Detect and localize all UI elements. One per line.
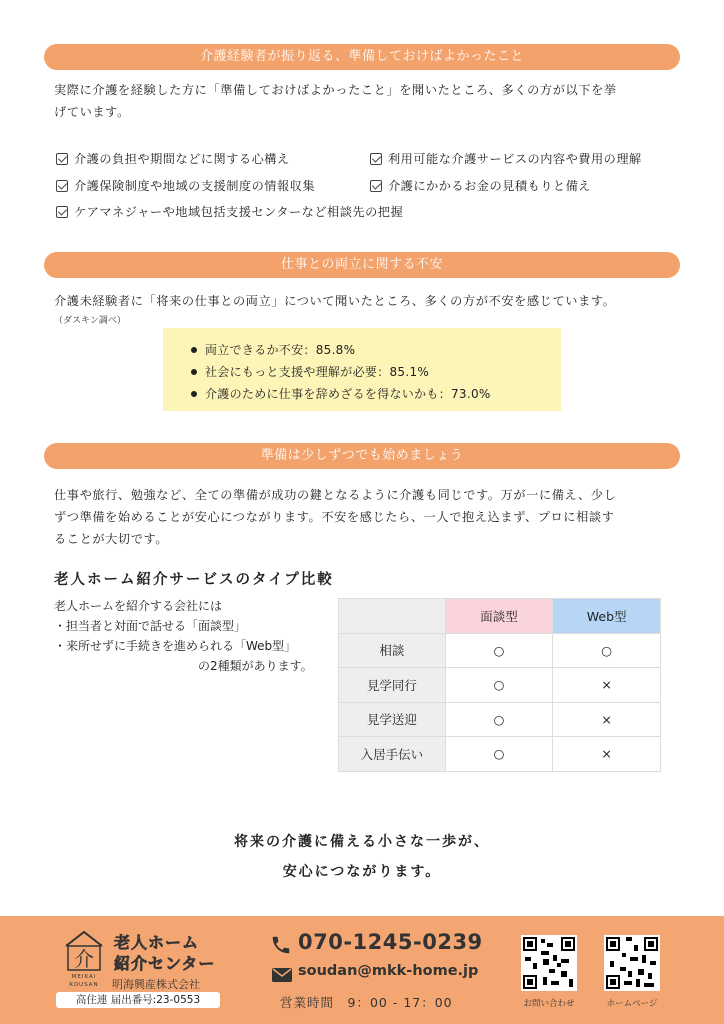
- stat-item: 介護のために仕事を辞めざるを得ないかも：73.0%: [205, 383, 561, 405]
- qr-code-homepage[interactable]: [604, 935, 660, 991]
- comparison-intro-line: の2種類があります。: [198, 659, 313, 673]
- qr-code-contact[interactable]: [521, 935, 577, 991]
- checkbox-icon: [56, 180, 68, 192]
- section-banner-work-balance: 仕事との両立に関する不安: [44, 252, 680, 278]
- row-label: 相談: [339, 633, 446, 668]
- checkbox-icon: [370, 153, 382, 165]
- table-row: [339, 737, 661, 772]
- checklist-label: ケアマネジャーや地域包括支援センターなど相談先の把握: [74, 205, 404, 219]
- section2-intro: 介護未経験者に「将来の仕事との両立」について聞いたところ、多くの方が不安を感じています。: [54, 294, 616, 308]
- brand-name-line1: 老人ホーム: [114, 933, 200, 952]
- checkbox-icon: [56, 153, 68, 165]
- section3-line: ることが大切です。: [54, 532, 169, 546]
- section3-line: 仕事や旅行、勉強など、全ての準備が成功の鍵となるように介護も同じです。万が一に備え、少し: [54, 488, 617, 502]
- business-hours: 営業時間 9：00 - 17：00: [280, 995, 453, 1010]
- phone-number[interactable]: 070-1245-0239: [298, 930, 483, 954]
- closing-line: 将来の介護に備える小さな一歩が、: [234, 834, 490, 850]
- registration-number: 高住連 届出番号:23-0553: [56, 992, 220, 1008]
- comparison-intro-line: ・来所せずに手続きを進められる「Web型」: [54, 639, 297, 653]
- checkbox-icon: [370, 180, 382, 192]
- comparison-table: [338, 598, 661, 772]
- closing-message: [0, 827, 724, 887]
- section1-intro-line2: げています。: [54, 105, 130, 119]
- section1-intro-line1: 実際に介護を経験した方に「準備しておけばよかったこと」を聞いたところ、多くの方が以下を挙: [54, 83, 617, 97]
- company-name: 明海興産株式会社: [112, 978, 200, 991]
- checklist-label: 介護保険制度や地域の支援制度の情報収集: [74, 179, 316, 193]
- section-banner-preparation: 介護経験者が振り返る、準備しておけばよかったこと: [44, 44, 680, 70]
- table-header-row: [339, 599, 661, 634]
- section-banner-start-preparing: 準備は少しずつでも始めましょう: [44, 443, 680, 469]
- logo-text: [58, 973, 110, 989]
- mail-icon: [272, 967, 292, 981]
- checklist-item: [370, 177, 591, 194]
- row-label: 見学同行: [339, 668, 446, 703]
- table-row: [339, 633, 661, 668]
- checklist-item: [56, 177, 315, 194]
- mendan-cell: ○: [445, 737, 553, 772]
- web-cell: ○: [553, 633, 661, 668]
- source-note: （ダスキン調べ）: [54, 316, 126, 326]
- mendan-cell: ○: [445, 633, 553, 668]
- table-row: [339, 702, 661, 737]
- row-label: 見学送迎: [339, 702, 446, 737]
- comparison-intro: [54, 596, 313, 676]
- section3-body: [54, 484, 674, 550]
- row-label: 入居手伝い: [339, 737, 446, 772]
- checklist-item: [56, 150, 290, 167]
- closing-line: 安心につながります。: [282, 864, 442, 880]
- comparison-intro-line: 老人ホームを紹介する会社には: [54, 599, 223, 613]
- checklist-label: 介護にかかるお金の見積もりと備え: [388, 179, 591, 193]
- web-cell: ×: [553, 702, 661, 737]
- logo-text-line: KOUSAN: [69, 982, 99, 988]
- company-logo: [62, 928, 106, 972]
- stats-box: [163, 328, 561, 411]
- brand-name-line2: 紹介センター: [114, 954, 216, 973]
- stat-item: 両立できるか不安：85.8%: [205, 339, 561, 361]
- comparison-title: 老人ホーム紹介サービスのタイプ比較: [54, 572, 334, 588]
- table-corner-cell: [339, 599, 446, 634]
- comparison-intro-line: ・担当者と対面で話せる「面談型」: [54, 619, 247, 633]
- web-cell: ×: [553, 737, 661, 772]
- footer: [0, 916, 724, 1024]
- mendan-cell: ○: [445, 668, 553, 703]
- table-row: [339, 668, 661, 703]
- checklist-item: [370, 150, 642, 167]
- logo-glyph: 介: [74, 947, 94, 971]
- checklist-label: 介護の負担や期間などに関する心構え: [74, 152, 290, 166]
- checkbox-icon: [56, 206, 68, 218]
- header-web: Web型: [553, 599, 661, 634]
- qr-label-homepage: ホームページ: [606, 999, 658, 1009]
- web-cell: ×: [553, 668, 661, 703]
- qr-label-contact: お問い合わせ: [523, 999, 575, 1009]
- stat-item: 社会にもっと支援や理解が必要：85.1%: [205, 361, 561, 383]
- header-mendan: 面談型: [445, 599, 553, 634]
- email-address[interactable]: soudan@mkk-home.jp: [298, 963, 479, 979]
- phone-icon: [270, 934, 292, 956]
- checklist-item: [56, 203, 403, 220]
- section3-line: ずつ準備を始めることが安心につながります。不安を感じたら、一人で抱え込まず、プロに相談す: [54, 510, 615, 524]
- logo-text-line: MEIKAI: [71, 974, 97, 980]
- checklist-label: 利用可能な介護サービスの内容や費用の理解: [388, 152, 642, 166]
- mendan-cell: ○: [445, 702, 553, 737]
- section1-intro: [54, 79, 674, 123]
